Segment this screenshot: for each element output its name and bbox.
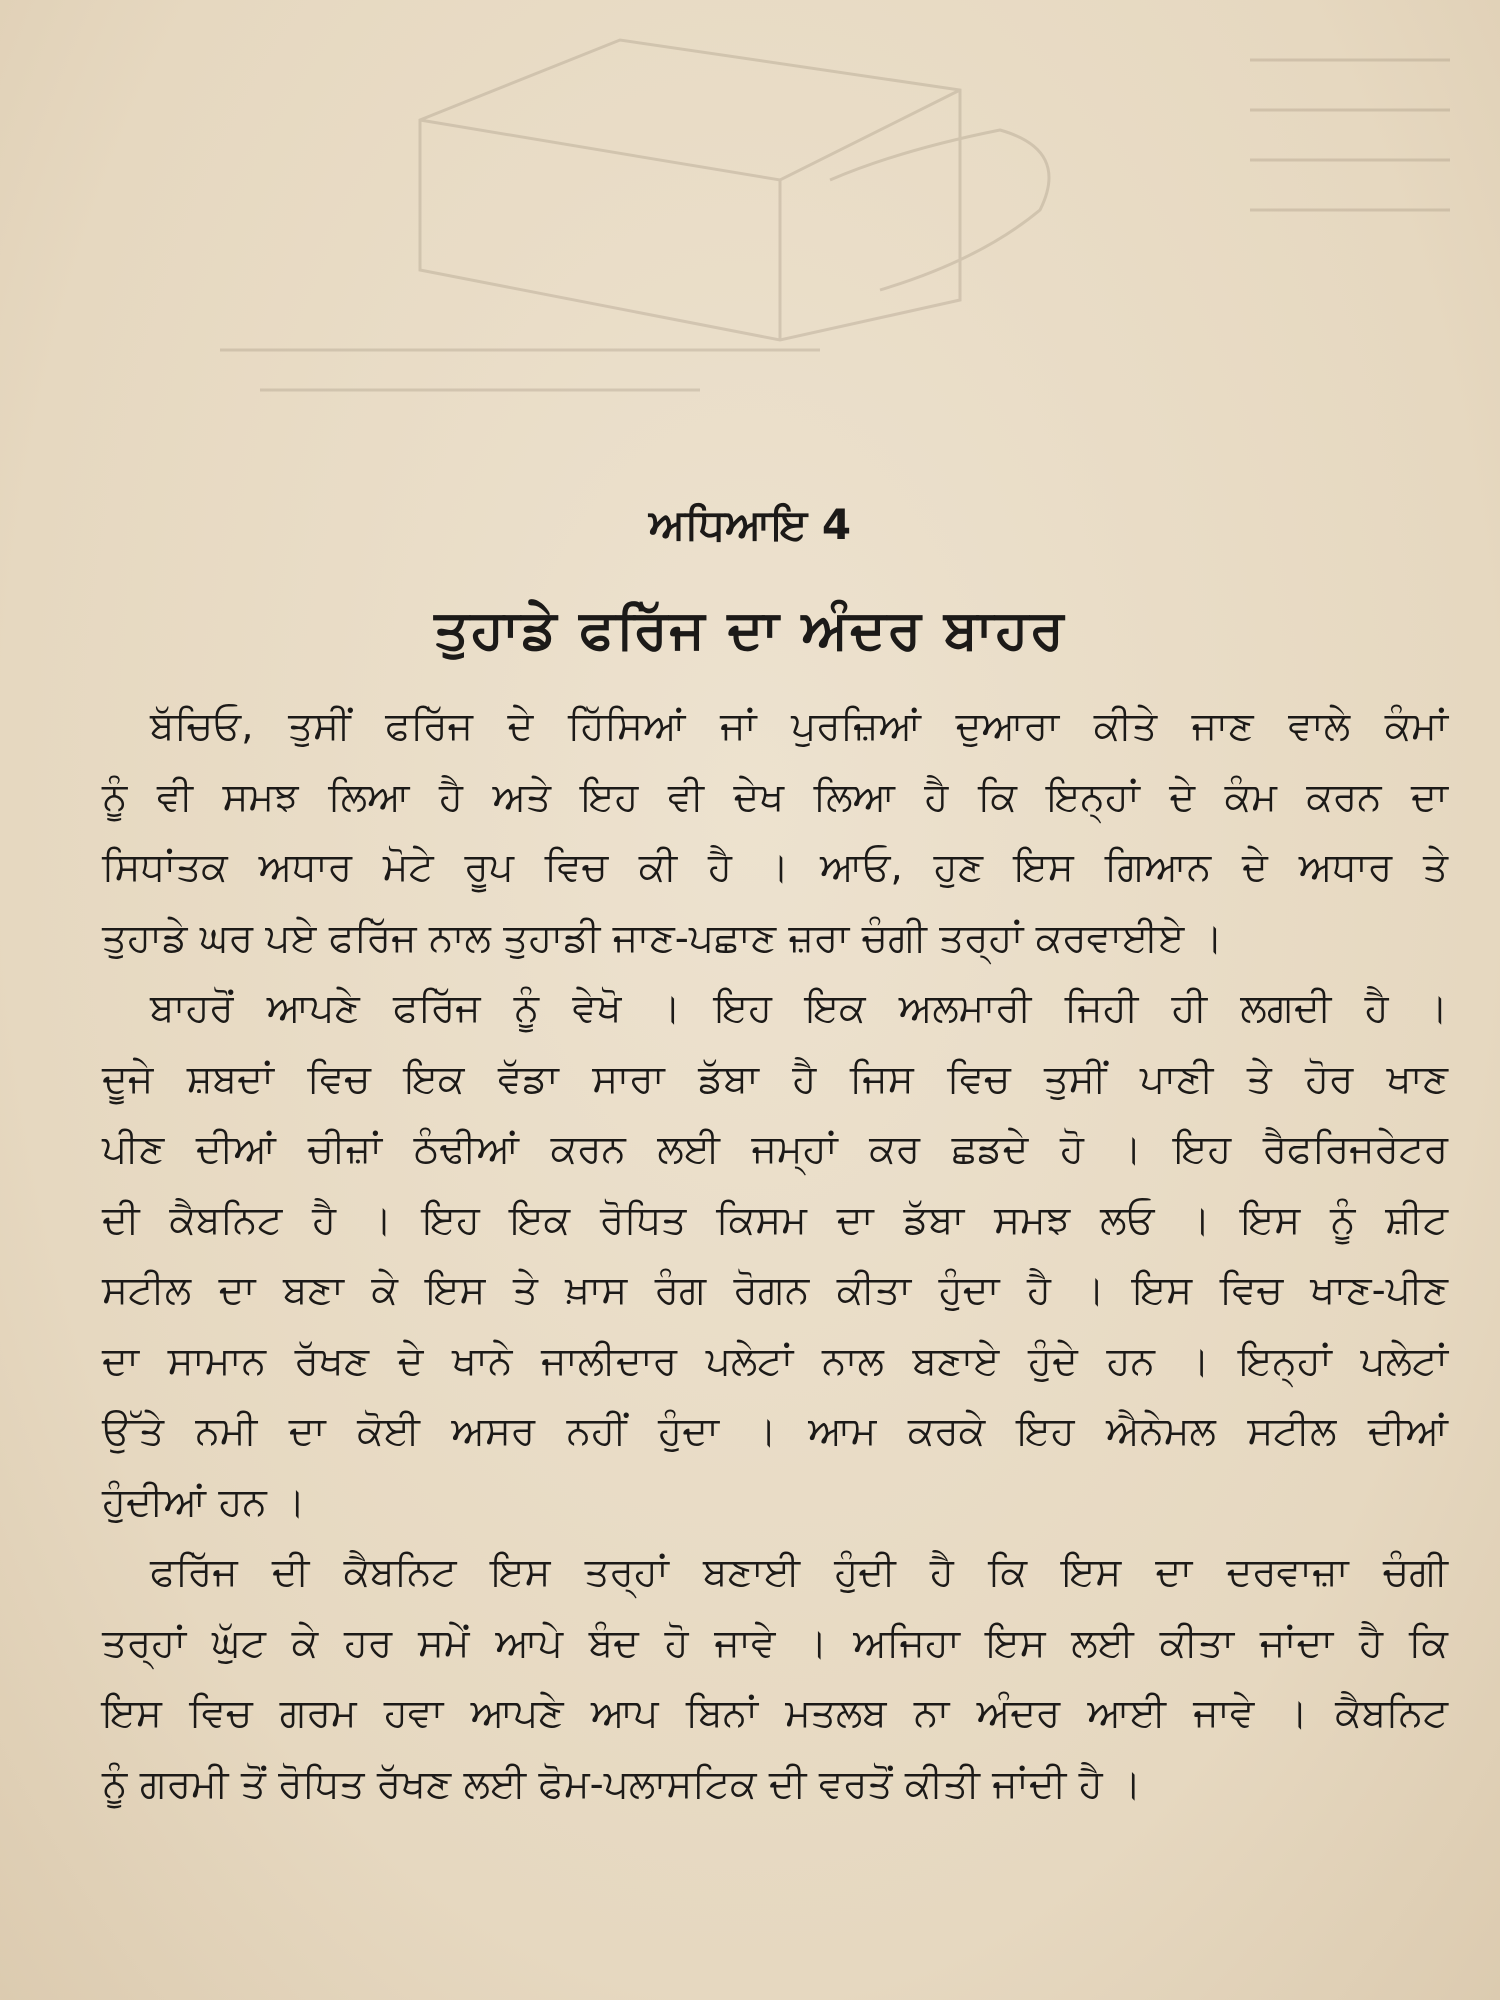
text-line: ਫਰਿੱਜ ਦੀ ਕੈਬਨਿਟ ਇਸ ਤਰ੍ਹਾਂ ਬਣਾਈ ਹੁੰਦੀ ਹੈ ਕਿ ਇਸ ਦਾ ਦਰਵਾਜ਼ਾ ਚੰਗੀ (150, 1550, 1448, 1595)
text-line: ਨੂੰ ਵੀ ਸਮਝ ਲਿਆ ਹੈ ਅਤੇ ਇਹ ਵੀ ਦੇਖ ਲਿਆ ਹੈ ਕਿ ਇਨ੍ਹਾਂ ਦੇ ਕੰਮ ਕਰਨ ਦਾ (102, 774, 1448, 820)
text-line: ਤੁਹਾਡੇ ਘਰ ਪਏ ਫਰਿੱਜ ਨਾਲ ਤੁਹਾਡੀ ਜਾਣ-ਪਛਾਣ ਜ਼ਰਾ ਚੰਗੀ ਤਰ੍ਹਾਂ ਕਰਵਾਈਏ । (102, 915, 1223, 961)
chapter-title: ਤੁਹਾਡੇ ਫਰਿੱਜ ਦਾ ਅੰਦਰ ਬਾਹਰ (434, 598, 1066, 661)
text-line: ਬਾਹਰੋਂ ਆਪਣੇ ਫਰਿੱਜ ਨੂੰ ਵੇਖੋ । ਇਹ ਇਕ ਅਲਮਾਰੀ ਜਿਹੀ ਹੀ ਲਗਦੀ ਹੈ । (150, 986, 1448, 1031)
text-line: ਇਸ ਵਿਚ ਗਰਮ ਹਵਾ ਆਪਣੇ ਆਪ ਬਿਨਾਂ ਮਤਲਬ ਨਾ ਅੰਦਰ ਆਈ ਜਾਵੇ । ਕੈਬਨਿਟ (102, 1691, 1448, 1736)
text-line: ਤਰ੍ਹਾਂ ਘੁੱਟ ਕੇ ਹਰ ਸਮੇਂ ਆਪੇ ਬੰਦ ਹੋ ਜਾਵੇ । ਅਜਿਹਾ ਇਸ ਲਈ ਕੀਤਾ ਜਾਂਦਾ ਹੈ ਕਿ (102, 1620, 1448, 1666)
text-line: ਉੱਤੇ ਨਮੀ ਦਾ ਕੋਈ ਅਸਰ ਨਹੀਂ ਹੁੰਦਾ । ਆਮ ਕਰਕੇ ਇਹ ਐਨੇਮਲ ਸਟੀਲ ਦੀਆਂ (102, 1409, 1448, 1454)
text-line: ਬੱਚਿਓ, ਤੁਸੀਂ ਫਰਿੱਜ ਦੇ ਹਿੱਸਿਆਂ ਜਾਂ ਪੁਰਜ਼ਿਆਂ ਦੁਆਰਾ ਕੀਤੇ ਜਾਣ ਵਾਲੇ ਕੰਮਾਂ (150, 704, 1448, 749)
text-line: ਹੁੰਦੀਆਂ ਹਨ । (102, 1479, 306, 1525)
text-line: ਦੂਜੇ ਸ਼ਬਦਾਂ ਵਿਚ ਇਕ ਵੱਡਾ ਸਾਰਾ ਡੱਬਾ ਹੈ ਜਿਸ ਵਿਚ ਤੁਸੀਂ ਪਾਣੀ ਤੇ ਹੋਰ ਖਾਣ (102, 1056, 1448, 1102)
text-line: ਸਟੀਲ ਦਾ ਬਣਾ ਕੇ ਇਸ ਤੇ ਖ਼ਾਸ ਰੰਗ ਰੋਗਨ ਕੀਤਾ ਹੁੰਦਾ ਹੈ । ਇਸ ਵਿਚ ਖਾਣ-ਪੀਣ (102, 1268, 1448, 1313)
text-line: ਨੂੰ ਗਰਮੀ ਤੋਂ ਰੋਧਿਤ ਰੱਖਣ ਲਈ ਫੋਮ-ਪਲਾਸਟਿਕ ਦੀ ਵਰਤੋਂ ਕੀਤੀ ਜਾਂਦੀ ਹੈ । (102, 1761, 1142, 1807)
show-through-illustration (0, 0, 1500, 700)
text-line: ਪੀਣ ਦੀਆਂ ਚੀਜ਼ਾਂ ਠੰਢੀਆਂ ਕਰਨ ਲਈ ਜਮ੍ਹਾਂ ਕਰ ਛਡਦੇ ਹੋ । ਇਹ ਰੈਫਰਿਜਰੇਟਰ (102, 1127, 1448, 1172)
text-line: ਸਿਧਾਂਤਕ ਅਧਾਰ ਮੋਟੇ ਰੂਪ ਵਿਚ ਕੀ ਹੈ । ਆਓ, ਹੁਣ ਇਸ ਗਿਆਨ ਦੇ ਅਧਾਰ ਤੇ (102, 845, 1448, 890)
chapter-heading: ਅਧਿਆਇ 4 (648, 500, 852, 549)
text-line: ਦਾ ਸਾਮਾਨ ਰੱਖਣ ਦੇ ਖਾਨੇ ਜਾਲੀਦਾਰ ਪਲੇਟਾਂ ਨਾਲ ਬਣਾਏ ਹੁੰਦੇ ਹਨ । ਇਨ੍ਹਾਂ ਪਲੇਟਾਂ (102, 1338, 1448, 1384)
text-line: ਦੀ ਕੈਬਨਿਟ ਹੈ । ਇਹ ਇਕ ਰੋਧਿਤ ਕਿਸਮ ਦਾ ਡੱਬਾ ਸਮਝ ਲਓ । ਇਸ ਨੂੰ ਸ਼ੀਟ (102, 1197, 1448, 1243)
